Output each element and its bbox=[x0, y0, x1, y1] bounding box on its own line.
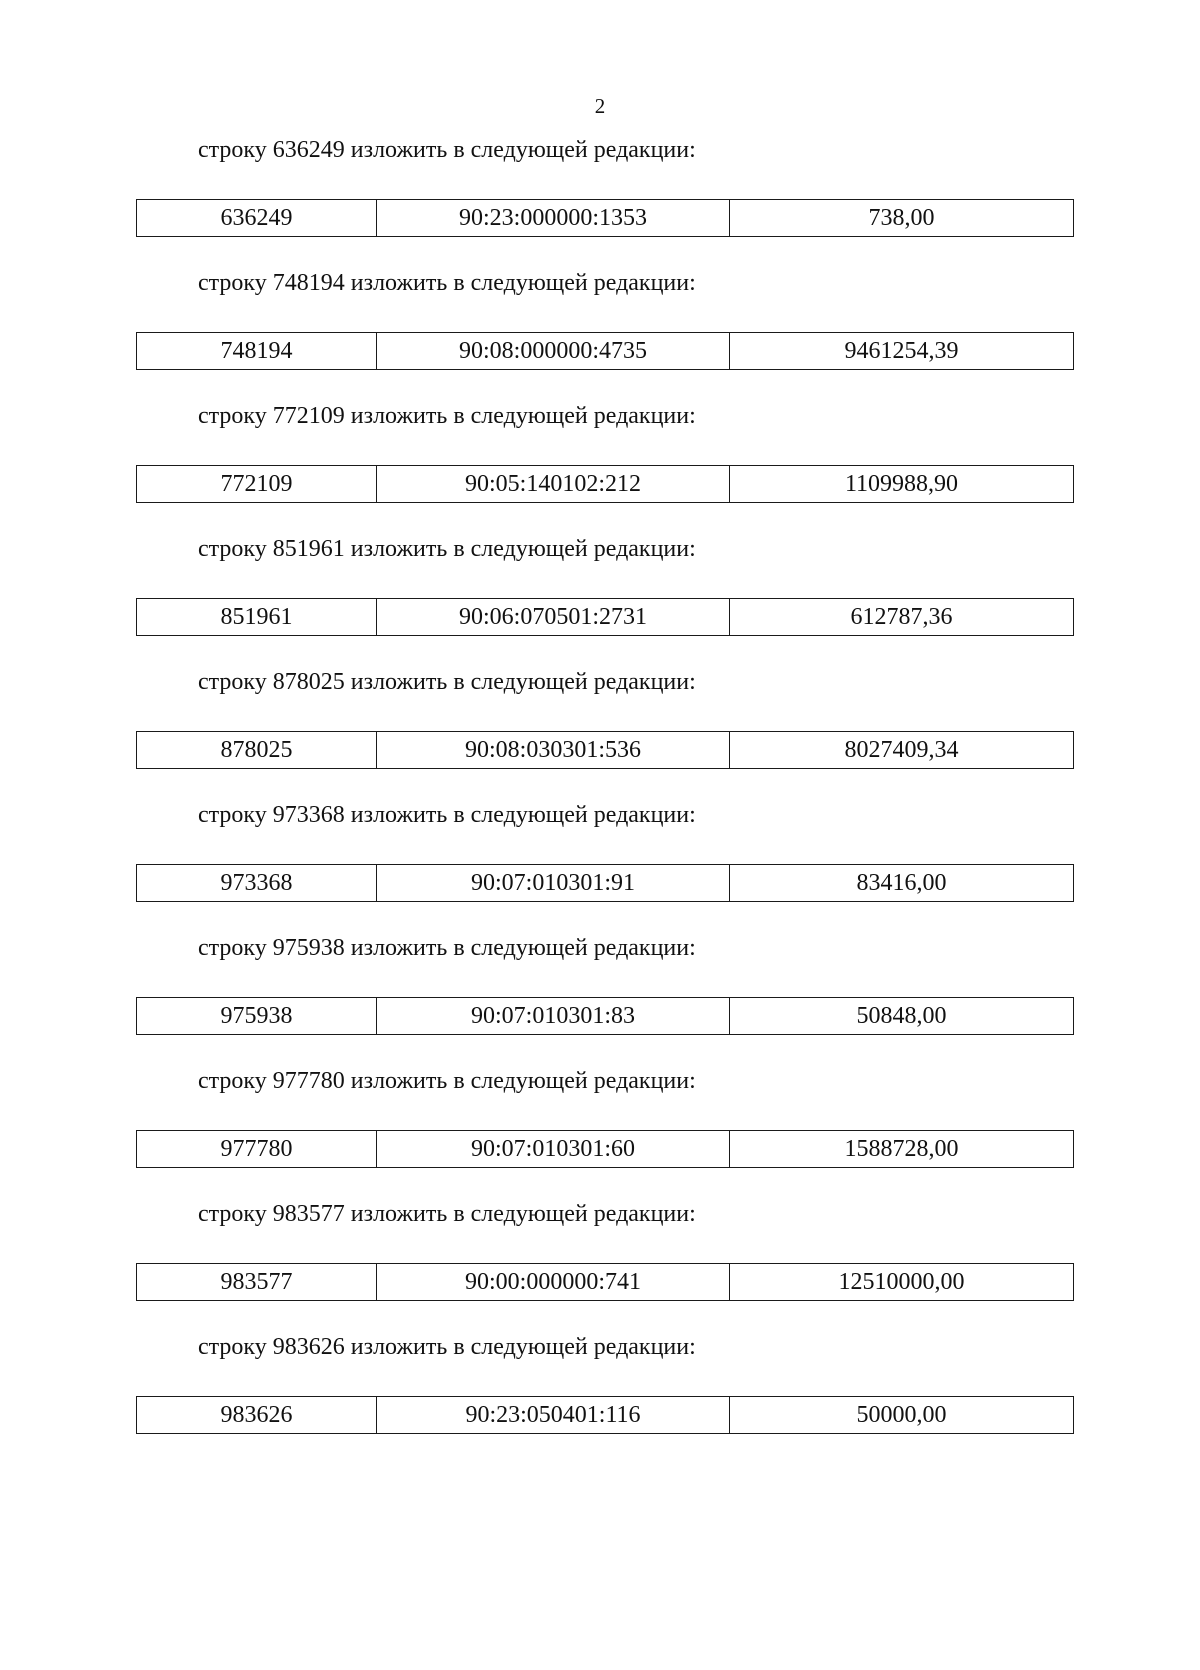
table-row bbox=[136, 731, 1074, 769]
cadastral-number-cell: 90:06:070501:2731 bbox=[377, 599, 730, 635]
amendment-instruction: строку 851961 изложить в следующей редакции: bbox=[198, 536, 696, 562]
row-number-cell: 748194 bbox=[137, 333, 377, 369]
row-number-cell: 977780 bbox=[137, 1131, 377, 1167]
amendment-instruction: строку 878025 изложить в следующей редакции: bbox=[198, 669, 696, 695]
value-cell: 612787,36 bbox=[850, 603, 953, 630]
row-number-cell: 973368 bbox=[137, 865, 377, 901]
value-cell: 1109988,90 bbox=[844, 470, 959, 497]
amendment-instruction: строку 973368 изложить в следующей редакции: bbox=[198, 802, 696, 828]
amendment-instruction: строку 748194 изложить в следующей редакции: bbox=[198, 270, 696, 296]
cadastral-number-cell: 90:23:000000:1353 bbox=[377, 200, 730, 236]
cadastral-number-cell: 90:08:000000:4735 bbox=[377, 333, 730, 369]
value-cell: 9461254,39 bbox=[844, 337, 959, 364]
amendment-entry bbox=[0, 266, 1200, 399]
row-number-cell: 851961 bbox=[137, 599, 377, 635]
value-cell: 83416,00 bbox=[856, 869, 947, 896]
amendment-entry bbox=[0, 665, 1200, 798]
row-number-cell: 983626 bbox=[137, 1397, 377, 1433]
row-number-cell: 975938 bbox=[137, 998, 377, 1034]
row-number-cell: 878025 bbox=[137, 732, 377, 768]
table-row bbox=[136, 864, 1074, 902]
value-cell: 738,00 bbox=[868, 204, 935, 231]
amendment-instruction: строку 983626 изложить в следующей редакции: bbox=[198, 1334, 696, 1360]
cadastral-number-cell: 90:07:010301:83 bbox=[377, 998, 730, 1034]
amendment-entry bbox=[0, 133, 1200, 266]
amendment-instruction: строку 977780 изложить в следующей редакции: bbox=[198, 1068, 696, 1094]
cadastral-number-cell: 90:23:050401:116 bbox=[377, 1397, 730, 1433]
table-row bbox=[136, 598, 1074, 636]
amendment-instruction: строку 772109 изложить в следующей редакции: bbox=[198, 403, 696, 429]
cadastral-number-cell: 90:05:140102:212 bbox=[377, 466, 730, 502]
amendment-entry bbox=[0, 798, 1200, 931]
amendment-instruction: строку 975938 изложить в следующей редакции: bbox=[198, 935, 696, 961]
amendment-entry bbox=[0, 931, 1200, 1064]
row-number-cell: 983577 bbox=[137, 1264, 377, 1300]
page-number: 2 bbox=[594, 94, 606, 118]
table-row bbox=[136, 465, 1074, 503]
amendment-entry bbox=[0, 532, 1200, 665]
amendment-entry bbox=[0, 1197, 1200, 1330]
value-cell: 12510000,00 bbox=[838, 1268, 965, 1295]
amendment-entry bbox=[0, 1330, 1200, 1463]
table-row bbox=[136, 997, 1074, 1035]
table-row bbox=[136, 1130, 1074, 1168]
value-cell: 8027409,34 bbox=[844, 736, 959, 763]
cadastral-number-cell: 90:08:030301:536 bbox=[377, 732, 730, 768]
table-row bbox=[136, 199, 1074, 237]
amendment-instruction: строку 983577 изложить в следующей редакции: bbox=[198, 1201, 696, 1227]
value-cell: 50848,00 bbox=[856, 1002, 947, 1029]
table-row bbox=[136, 1396, 1074, 1434]
amendment-list bbox=[0, 133, 1200, 1463]
cadastral-number-cell: 90:07:010301:91 bbox=[377, 865, 730, 901]
amendment-entry bbox=[0, 1064, 1200, 1197]
value-cell: 1588728,00 bbox=[844, 1135, 959, 1162]
row-number-cell: 772109 bbox=[137, 466, 377, 502]
table-row bbox=[136, 332, 1074, 370]
amendment-entry bbox=[0, 399, 1200, 532]
cadastral-number-cell: 90:00:000000:741 bbox=[377, 1264, 730, 1300]
amendment-instruction: строку 636249 изложить в следующей редакции: bbox=[198, 137, 696, 163]
table-row bbox=[136, 1263, 1074, 1301]
row-number-cell: 636249 bbox=[137, 200, 377, 236]
value-cell: 50000,00 bbox=[856, 1401, 947, 1428]
cadastral-number-cell: 90:07:010301:60 bbox=[377, 1131, 730, 1167]
